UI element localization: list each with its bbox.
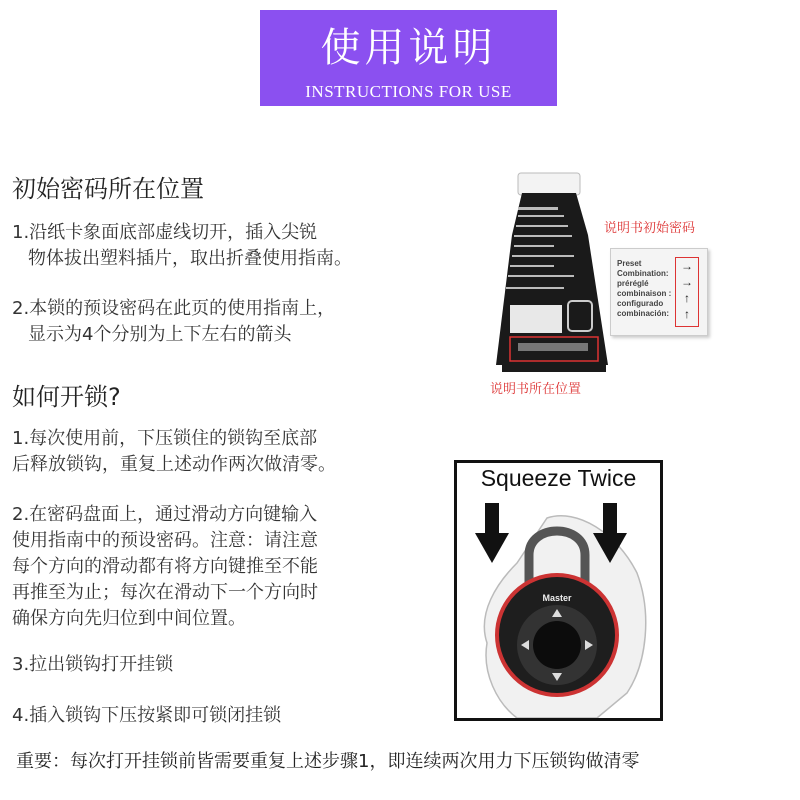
lock-brand: Master	[542, 593, 572, 603]
section-heading-initial-code: 初始密码所在位置	[12, 175, 204, 203]
preset-arrows	[675, 257, 699, 327]
step-reset: 1.每次使用前，下压锁住的锁钩至底部 后释放锁钩，重复上述动作两次做清零。	[12, 428, 336, 475]
padlock-graphic	[457, 493, 660, 718]
step-preset-code: 2.本锁的预设密码在此页的使用指南上， 显示为4个分别为上下左右的箭头	[12, 298, 336, 345]
instruction-insert: Preset Combination: préréglé combinaison : configurado combinación: → → ↑ ↑	[610, 248, 708, 336]
step-pull-shackle: 3.拉出锁钩打开挂锁	[12, 654, 174, 675]
title-chinese: 使用说明	[320, 25, 497, 71]
important-note: 重要：每次打开挂锁前皆需要重复上述步骤1，即连续两次用力下压锁钩做清零	[16, 751, 640, 772]
package-card-graphic	[488, 165, 628, 400]
lock-caption: Squeeze Twice	[480, 465, 637, 491]
section-heading-how-to-open: 如何开锁?	[12, 383, 121, 411]
label-instructions-location: 说明书所在位置	[490, 382, 582, 397]
step-lock: 4.插入锁钩下压按紧即可锁闭挂锁	[12, 705, 282, 726]
step-cut-card: 1.沿纸卡象面底部虚线切开，插入尖锐 物体拔出塑料插片，取出折叠使用指南。	[12, 222, 352, 269]
label-instructions-code: 说明书初始密码	[604, 221, 696, 236]
arrow-up-icon: ↑	[684, 291, 690, 305]
down-arrow-icon	[475, 503, 509, 563]
lock-photo	[454, 460, 663, 721]
step-enter-code: 2.在密码盘面上，通过滑动方向键输入 使用指南中的预设密码。注意：请注意 每个方向的滑动都有将方向键推至不能 再推至为止；每次在滑动下一个方向时 确保方向先归位到中间位置。	[12, 504, 318, 629]
arrow-right-icon: →	[681, 275, 693, 289]
title-english: INSTRUCTIONS FOR USE	[305, 82, 512, 101]
title-banner	[260, 10, 557, 106]
packaging-photo	[470, 165, 730, 400]
arrow-right-icon: →	[681, 259, 693, 273]
arrow-up-icon: ↑	[684, 307, 690, 321]
